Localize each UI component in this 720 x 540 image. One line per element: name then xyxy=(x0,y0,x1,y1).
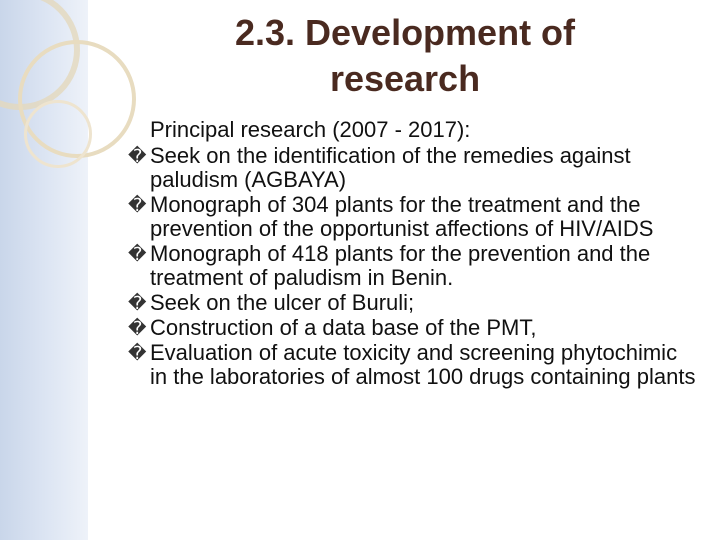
slide-body xyxy=(128,118,698,390)
bullet-marker-icon: � xyxy=(128,146,147,166)
bullet-item xyxy=(128,193,698,241)
bullet-text: Evaluation of acute toxicity and screening phytochimic in the laboratories of almost 100 drugs containing plants xyxy=(150,340,696,389)
bullet-text: Monograph of 304 plants for the treatment and the prevention of the opportunist affections of HIV/AIDS xyxy=(150,192,654,241)
bullet-marker-icon: � xyxy=(128,318,147,338)
bullet-marker-icon: � xyxy=(128,195,147,215)
bullet-item xyxy=(128,291,698,315)
bullet-text: Seek on the ulcer of Buruli; xyxy=(150,290,415,315)
bullet-item xyxy=(128,242,698,290)
bullet-item xyxy=(128,341,698,389)
bullet-marker-icon: � xyxy=(128,343,147,363)
title-line: research xyxy=(329,58,481,99)
bullet-item xyxy=(128,316,698,340)
bullet-marker-icon: � xyxy=(128,293,147,313)
bullet-item xyxy=(128,144,698,192)
bullet-text: Seek on the identification of the remedies against paludism (AGBAYA) xyxy=(150,143,631,192)
slide-title xyxy=(160,10,650,102)
bullet-text: Monograph of 418 plants for the prevention and the treatment of paludism in Benin. xyxy=(150,241,651,290)
title-line: 2.3. Development of xyxy=(234,12,576,53)
intro-text: Principal research (2007 - 2017): xyxy=(150,117,471,142)
decorative-ring xyxy=(24,100,92,168)
bullet-text: Construction of a data base of the PMT, xyxy=(150,315,537,340)
bullet-marker-icon: � xyxy=(128,244,147,264)
